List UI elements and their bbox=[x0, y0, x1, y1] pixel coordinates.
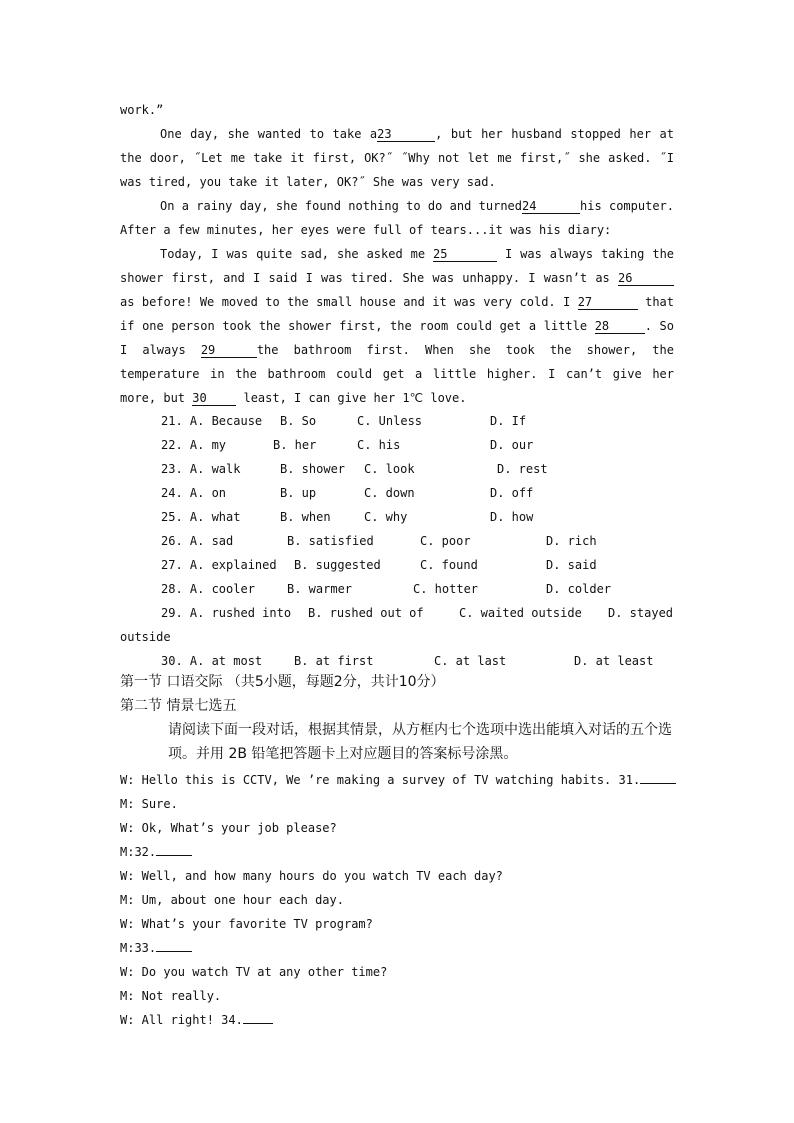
passage-text: least, I can give her 1℃ love. bbox=[236, 391, 467, 405]
dialogue-line: W: Well, and how many hours do you watch TV each day? bbox=[120, 869, 503, 883]
dialogue-line bbox=[120, 840, 192, 864]
option-b: B. warmer bbox=[287, 582, 353, 596]
dialogue-text: M:33. bbox=[120, 941, 157, 955]
option-a: 30. A. at most bbox=[161, 654, 263, 668]
instruction-line-2: 项。并用 2B 铅笔把答题卡上对应题目的答案标号涂黑。 bbox=[168, 746, 518, 762]
passage-paragraph-1 bbox=[120, 122, 674, 194]
blank-28: 28 bbox=[595, 319, 645, 334]
option-b: B. So bbox=[280, 414, 317, 428]
option-c: C. why bbox=[364, 510, 408, 524]
passage-text: I was always taking the shower first, and I said I was tired. She was unhappy. I wasn’t as bbox=[120, 247, 675, 285]
option-a: 21. A. Because bbox=[161, 414, 263, 428]
instruction-line-1: 请阅读下面一段对话，根据其情景，从方框内七个选项中选出能填入对话的五个选 bbox=[168, 722, 672, 738]
option-d: D. our bbox=[490, 438, 534, 452]
option-d: D. rich bbox=[546, 534, 597, 548]
passage-line-work: work.” bbox=[120, 103, 164, 117]
option-b: B. up bbox=[280, 486, 317, 500]
option-a: 26. A. sad bbox=[161, 534, 234, 548]
passage-text: the bathroom first. When she took the shower, the temperature in the bathroom could get a little higher. I can’t give her more, but bbox=[120, 343, 674, 405]
option-a: 25. A. what bbox=[161, 510, 241, 524]
option-d: D. colder bbox=[546, 582, 612, 596]
blank-25: 25 bbox=[433, 247, 497, 262]
option-d: D. off bbox=[490, 486, 534, 500]
passage-text: One day, she wanted to take a bbox=[160, 127, 378, 141]
option-c: C. found bbox=[420, 558, 478, 572]
option-c: C. look bbox=[364, 462, 415, 476]
blank-24: 24 bbox=[522, 199, 580, 214]
blank-27: 27 bbox=[578, 295, 638, 310]
option-d: D. rest bbox=[497, 462, 548, 476]
dialogue-line: W: What’s your favorite TV program? bbox=[120, 917, 373, 931]
dialogue-text: M:32. bbox=[120, 845, 157, 859]
passage-paragraph-2 bbox=[120, 194, 674, 242]
passage-text: . So I always bbox=[120, 319, 674, 357]
passage-text: his computer. After a few minutes, her eyes were full of tears...it was his diary: bbox=[120, 199, 674, 237]
option-c: C. waited outside bbox=[459, 606, 582, 620]
blank-23: 23 bbox=[377, 127, 435, 142]
dialogue-line: W: Ok, What’s your job please? bbox=[120, 821, 337, 835]
option-c: C. hotter bbox=[413, 582, 479, 596]
dialogue-line: W: Do you watch TV at any other time? bbox=[120, 965, 388, 979]
section-heading-1: 第一节 口语交际 （共5小题，每题2分，共计10分） bbox=[120, 674, 445, 690]
option-b: B. when bbox=[280, 510, 331, 524]
option-c: C. his bbox=[357, 438, 401, 452]
dialogue-text: W: Hello this is CCTV, We ’re making a survey of TV watching habits. 31. bbox=[120, 773, 641, 787]
answer-blank-33 bbox=[156, 939, 192, 952]
option-c: C. poor bbox=[420, 534, 471, 548]
dialogue-line bbox=[120, 1008, 273, 1032]
option-c: C. Unless bbox=[357, 414, 423, 428]
answer-blank-34 bbox=[243, 1011, 273, 1024]
blank-26: 26 bbox=[618, 271, 674, 286]
option-d: D. If bbox=[490, 414, 527, 428]
dialogue-line bbox=[120, 768, 676, 792]
dialogue-line: M: Um, about one hour each day. bbox=[120, 893, 344, 907]
dialogue-line: M: Not really. bbox=[120, 989, 222, 1003]
option-b: B. at first bbox=[294, 654, 374, 668]
option-b: B. suggested bbox=[294, 558, 381, 572]
option-d: D. stayed bbox=[608, 606, 674, 620]
answer-blank-31 bbox=[640, 771, 676, 784]
section-heading-2: 第二节 情景七选五 bbox=[120, 698, 237, 714]
answer-blank-32 bbox=[156, 843, 192, 856]
option-c: C. down bbox=[364, 486, 415, 500]
option-b: B. shower bbox=[280, 462, 346, 476]
option-b: B. rushed out of bbox=[308, 606, 424, 620]
passage-text: On a rainy day, she found nothing to do and turned bbox=[160, 199, 522, 213]
dialogue-line: M: Sure. bbox=[120, 797, 178, 811]
option-a: 27. A. explained bbox=[161, 558, 277, 572]
option-29-wrap: outside bbox=[120, 630, 171, 644]
dialogue-line bbox=[120, 936, 192, 960]
option-b: B. her bbox=[273, 438, 317, 452]
option-b: B. satisfied bbox=[287, 534, 374, 548]
option-a: 22. A. my bbox=[161, 438, 227, 452]
option-d: D. at least bbox=[574, 654, 654, 668]
option-d: D. how bbox=[490, 510, 534, 524]
blank-30: 30 bbox=[192, 391, 236, 406]
option-a: 28. A. cooler bbox=[161, 582, 255, 596]
option-a: 29. A. rushed into bbox=[161, 606, 292, 620]
option-d: D. said bbox=[546, 558, 597, 572]
option-a: 24. A. on bbox=[161, 486, 227, 500]
passage-text: that if one person took the shower first, the room could get a little bbox=[120, 295, 675, 333]
option-a: 23. A. walk bbox=[161, 462, 241, 476]
option-c: C. at last bbox=[434, 654, 507, 668]
passage-text: as before! We moved to the small house and it was very cold. I bbox=[120, 295, 578, 309]
passage-paragraph-3 bbox=[120, 242, 674, 410]
blank-29: 29 bbox=[201, 343, 257, 358]
passage-text: , but her husband stopped her at the door, ˝Let me take it first, OK?˝ ˝Why not let me first,˝ she asked. ˝I was tired, you take it later, OK?˝ She was very sad. bbox=[120, 127, 675, 189]
passage-text: Today, I was quite sad, she asked me bbox=[160, 247, 434, 261]
dialogue-text: W: All right! 34. bbox=[120, 1013, 243, 1027]
